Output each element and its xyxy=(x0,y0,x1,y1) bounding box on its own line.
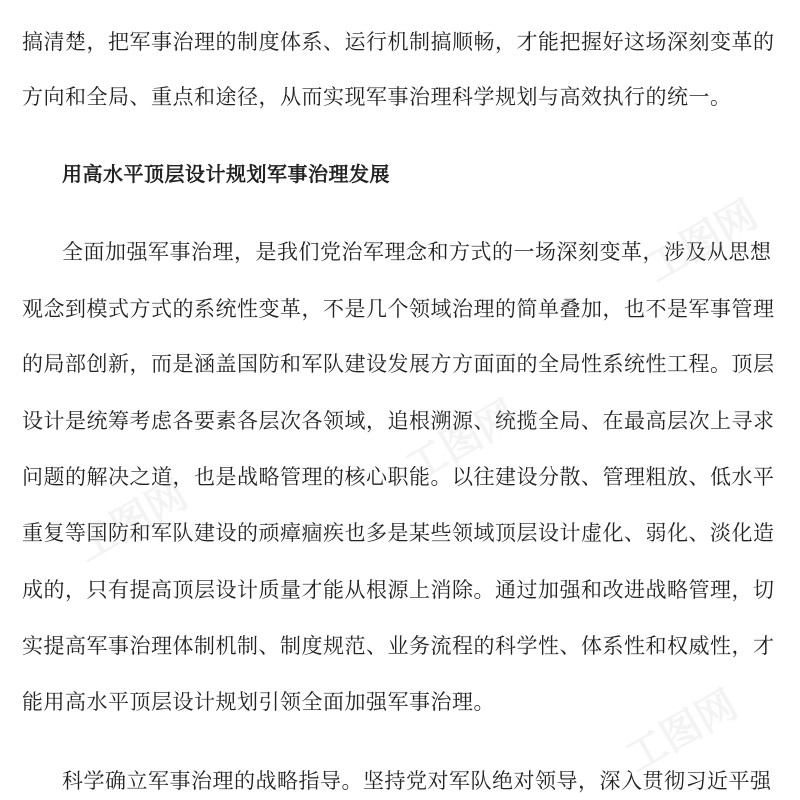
paragraph-2-line-9: 能用高水平顶层设计规划引领全面加强军事治理。 xyxy=(22,690,495,714)
section-heading: 用高水平顶层设计规划军事治理发展 xyxy=(62,162,390,186)
watermark-logo: 工图网 xyxy=(68,471,196,572)
paragraph-1-line-1: 搞清楚，把军事治理的制度体系、运行机制搞顺畅，才能把握好这场深刻变革的 xyxy=(22,30,775,54)
paragraph-2-line-5: 问题的解决之道，也是战略管理的核心职能。以往建设分散、管理粗放、低水平 xyxy=(22,465,775,489)
paragraph-2-line-7: 成的，只有提高顶层设计质量才能从根源上消除。通过加强和改进战略管理，切 xyxy=(22,578,775,602)
paragraph-2-line-8: 实提高军事治理体制机制、制度规范、业务流程的科学性、体系性和权威性，才 xyxy=(22,634,775,658)
watermark-logo: 工图网 xyxy=(618,681,746,782)
paragraph-2-line-6: 重复等国防和军队建设的顽瘴痼疾也多是某些领域顶层设计虚化、弱化、淡化造 xyxy=(22,521,775,545)
watermark-logo: 工图网 xyxy=(638,191,766,292)
watermark-logo: 工图网 xyxy=(398,391,526,492)
paragraph-2-line-2: 观念到模式方式的系统性变革，不是几个领域治理的简单叠加，也不是军事管理 xyxy=(22,297,775,321)
paragraph-2-line-1: 全面加强军事治理，是我们党治军理念和方式的一场深刻变革，涉及从思想 xyxy=(62,240,772,264)
paragraph-2-line-4: 设计是统筹考虑各要素各层次各领域，追根溯源、统揽全局、在最高层次上寻求 xyxy=(22,409,775,433)
paragraph-2-line-3: 的局部创新，而是涵盖国防和军队建设发展方方面面的全局性系统性工程。顶层 xyxy=(22,352,775,376)
paragraph-3-line-1: 科学确立军事治理的战略指导。坚持党对军队绝对领导，深入贯彻习近平强 xyxy=(62,769,772,793)
paragraph-1-line-2: 方向和全局、重点和途径，从而实现军事治理科学规划与高效执行的统一。 xyxy=(22,85,732,109)
